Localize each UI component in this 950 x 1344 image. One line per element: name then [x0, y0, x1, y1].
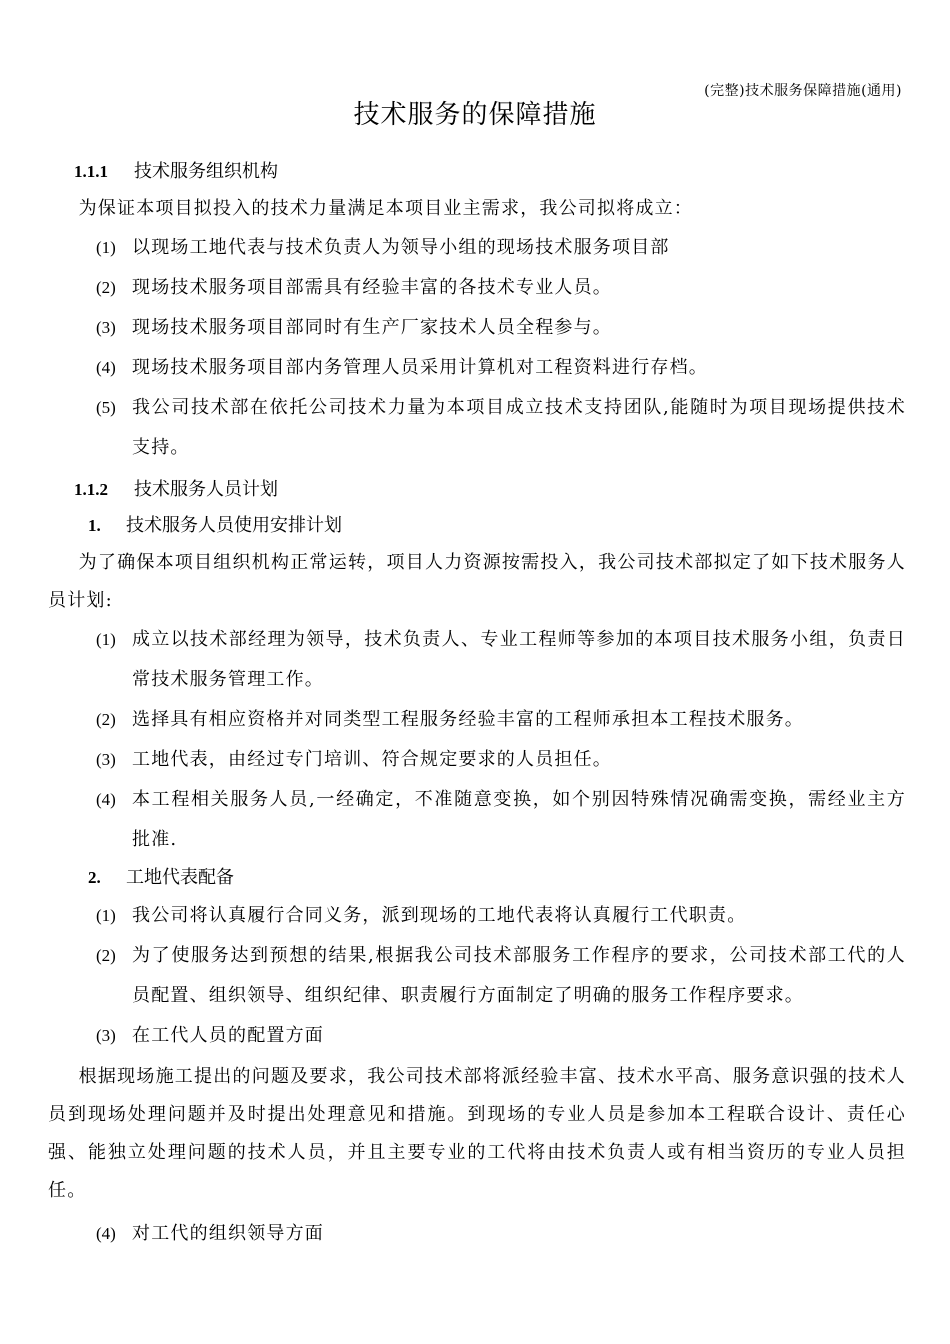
document-body [48, 154, 906, 1254]
item-text: 现场技术服务项目部同时有生产厂家技术人员全程参与。 [132, 317, 612, 338]
header-note: (完整)技术服务保障措施(通用) [704, 83, 902, 99]
list-item [48, 936, 906, 1016]
list-item [48, 1016, 906, 1056]
item-text: 为了使服务达到预想的结果,根据我公司技术部服务工作程序的要求，公司技术部工代的人员配置、组织领导、组织纪律、职责履行方面制定了明确的服务工作程序要求。 [132, 945, 906, 1006]
list-item [48, 388, 906, 468]
intro-paragraph: 为了确保本项目组织机构正常运转，项目人力资源按需投入，我公司技术部拟定了如下技术服务人员计划: [48, 552, 906, 611]
section-number: 1.1.2 [74, 480, 108, 499]
item-text: 以现场工地代表与技术负责人为领导小组的现场技术服务项目部 [132, 237, 670, 258]
subsection-number: 1. [88, 516, 101, 535]
item-number: (3) [96, 1026, 116, 1045]
item-text: 在工代人员的配置方面 [132, 1025, 324, 1046]
item-text: 成立以技术部经理为领导，技术负责人、专业工程师等参加的本项目技术服务小组，负责日常技术服务管理工作。 [132, 629, 906, 690]
item-text: 对工代的组织领导方面 [132, 1223, 324, 1244]
list-item [48, 700, 906, 740]
subsection-heading [48, 860, 906, 896]
subsection-title: 工地代表配备 [126, 867, 234, 888]
list-item [48, 740, 906, 780]
section-heading [48, 472, 906, 508]
page-title: 技术服务的保障措施 [353, 100, 597, 130]
item-text: 工地代表，由经过专门培训、符合规定要求的人员担任。 [132, 749, 612, 770]
list-item [48, 1214, 906, 1254]
item-text: 本工程相关服务人员,一经确定，不准随意变换，如个别因特殊情况确需变换，需经业主方批准. [132, 789, 906, 850]
item-text: 选择具有相应资格并对同类型工程服务经验丰富的工程师承担本工程技术服务。 [132, 709, 804, 730]
item-text: 我公司技术部在依托公司技术力量为本项目成立技术支持团队,能随时为项目现场提供技术支持。 [132, 397, 906, 458]
section-number: 1.1.1 [74, 162, 108, 181]
list-item [48, 308, 906, 348]
list-item [48, 348, 906, 388]
item-number: (3) [96, 750, 116, 769]
item-text: 我公司将认真履行合同义务，派到现场的工地代表将认真履行工代职责。 [132, 905, 747, 926]
list-item [48, 228, 906, 268]
list-item [48, 620, 906, 700]
item-number: (1) [96, 906, 116, 925]
item-number: (4) [96, 358, 116, 377]
item-number: (3) [96, 318, 116, 337]
item-number: (4) [96, 790, 116, 809]
list-item [48, 780, 906, 860]
item-text: 现场技术服务项目部需具有经验丰富的各技术专业人员。 [132, 277, 612, 298]
intro-paragraph: 为保证本项目拟投入的技术力量满足本项目业主需求，我公司拟将成立： [78, 198, 693, 219]
list-item [48, 268, 906, 308]
item-number: (5) [96, 398, 116, 417]
item-number: (4) [96, 1224, 116, 1243]
item-number: (2) [96, 946, 116, 965]
item-number: (2) [96, 710, 116, 729]
list-item [48, 896, 906, 936]
subsection-heading [48, 508, 906, 544]
body-paragraph: 根据现场施工提出的问题及要求，我公司技术部将派经验丰富、技术水平高、服务意识强的技术人员到现场处理问题并及时提出处理意见和措施。到现场的专业人员是参加本工程联合设计、责任心强、能独立处理问题的技术人员，并且主要专业的工代将由技术负责人或有相当资历的专业人员担任。 [48, 1066, 906, 1201]
item-number: (2) [96, 278, 116, 297]
item-number: (1) [96, 238, 116, 257]
section-heading [48, 154, 906, 190]
item-number: (1) [96, 630, 116, 649]
section-title: 技术服务人员计划 [134, 479, 278, 500]
section-title: 技术服务组织机构 [134, 161, 278, 182]
item-text: 现场技术服务项目部内务管理人员采用计算机对工程资料进行存档。 [132, 357, 708, 378]
subsection-title: 技术服务人员使用安排计划 [126, 515, 342, 536]
subsection-number: 2. [88, 868, 101, 887]
